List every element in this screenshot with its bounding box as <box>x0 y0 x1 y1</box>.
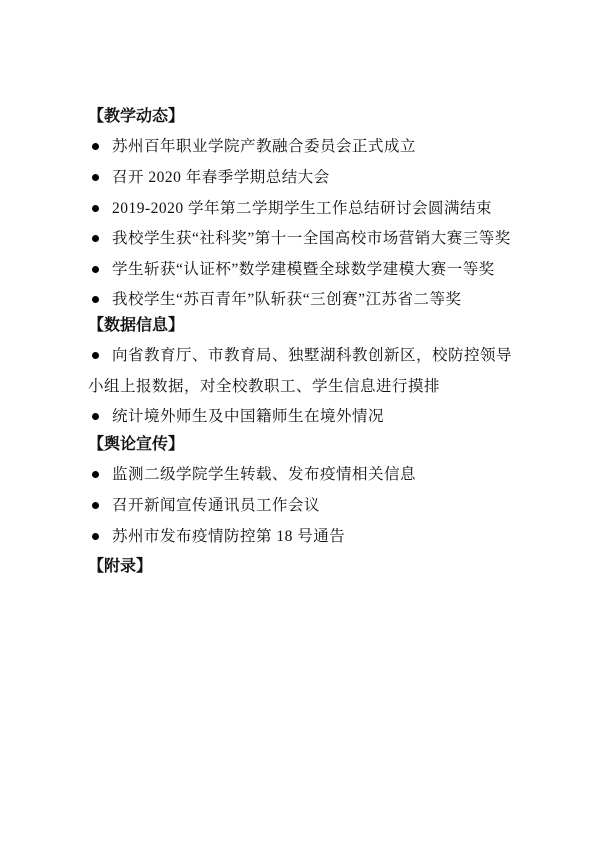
list-item <box>88 460 516 491</box>
list-item <box>88 132 516 163</box>
list-item <box>88 522 516 553</box>
list-item <box>88 194 516 225</box>
list-item-text: 我校学生获“社科奖”第十一全国高校市场营销大赛三等奖 <box>112 230 511 247</box>
bullet-icon <box>92 352 99 359</box>
bullet-icon <box>92 471 99 478</box>
list-item-text: 苏州市发布疫情防控第 18 号通告 <box>112 528 346 545</box>
list-item-text: 我校学生“苏百青年”队斩获“三创赛”江苏省二等奖 <box>112 291 462 308</box>
bullet-icon <box>92 266 99 273</box>
bullet-icon <box>92 296 99 303</box>
section-title-data-information: 【数据信息】 <box>88 317 185 334</box>
bullet-icon <box>92 143 99 150</box>
bullet-icon <box>92 205 99 212</box>
section-title-teaching-updates: 【教学动态】 <box>88 108 185 125</box>
list-item-text: 苏州百年职业学院产教融合委员会正式成立 <box>112 138 417 155</box>
list-item-text: 召开 2020 年春季学期总结大会 <box>112 169 330 186</box>
list-item <box>88 224 516 255</box>
list-item-text: 召开新闻宣传通讯员工作会议 <box>112 497 321 514</box>
list-item <box>88 341 516 402</box>
list-item-text: 学生斩获“认证杯”数学建模暨全球数学建模大赛一等奖 <box>112 261 495 278</box>
list-item <box>88 491 516 522</box>
list-item <box>88 255 516 286</box>
bullet-icon <box>92 174 99 181</box>
list-item-text: 统计境外师生及中国籍师生在境外情况 <box>112 408 385 425</box>
list-item <box>88 402 516 433</box>
list-item-text: 2019-2020 学年第二学期学生工作总结研讨会圆满结束 <box>112 200 493 217</box>
list-item-text: 监测二级学院学生转载、发布疫情相关信息 <box>112 466 417 483</box>
list-item-text: 向省教育厅、市教育局、独墅湖科教创新区，校防控领导小组上报数据，对全校教职工、学生信息进行摸排 <box>88 347 513 395</box>
section-title-publicity: 【舆论宣传】 <box>88 436 185 453</box>
bullet-icon <box>92 502 99 509</box>
bullet-icon <box>92 533 99 540</box>
list-item <box>88 163 516 194</box>
section-title-appendix: 【附录】 <box>88 558 153 575</box>
bullet-icon <box>92 235 99 242</box>
bullet-icon <box>92 413 99 420</box>
